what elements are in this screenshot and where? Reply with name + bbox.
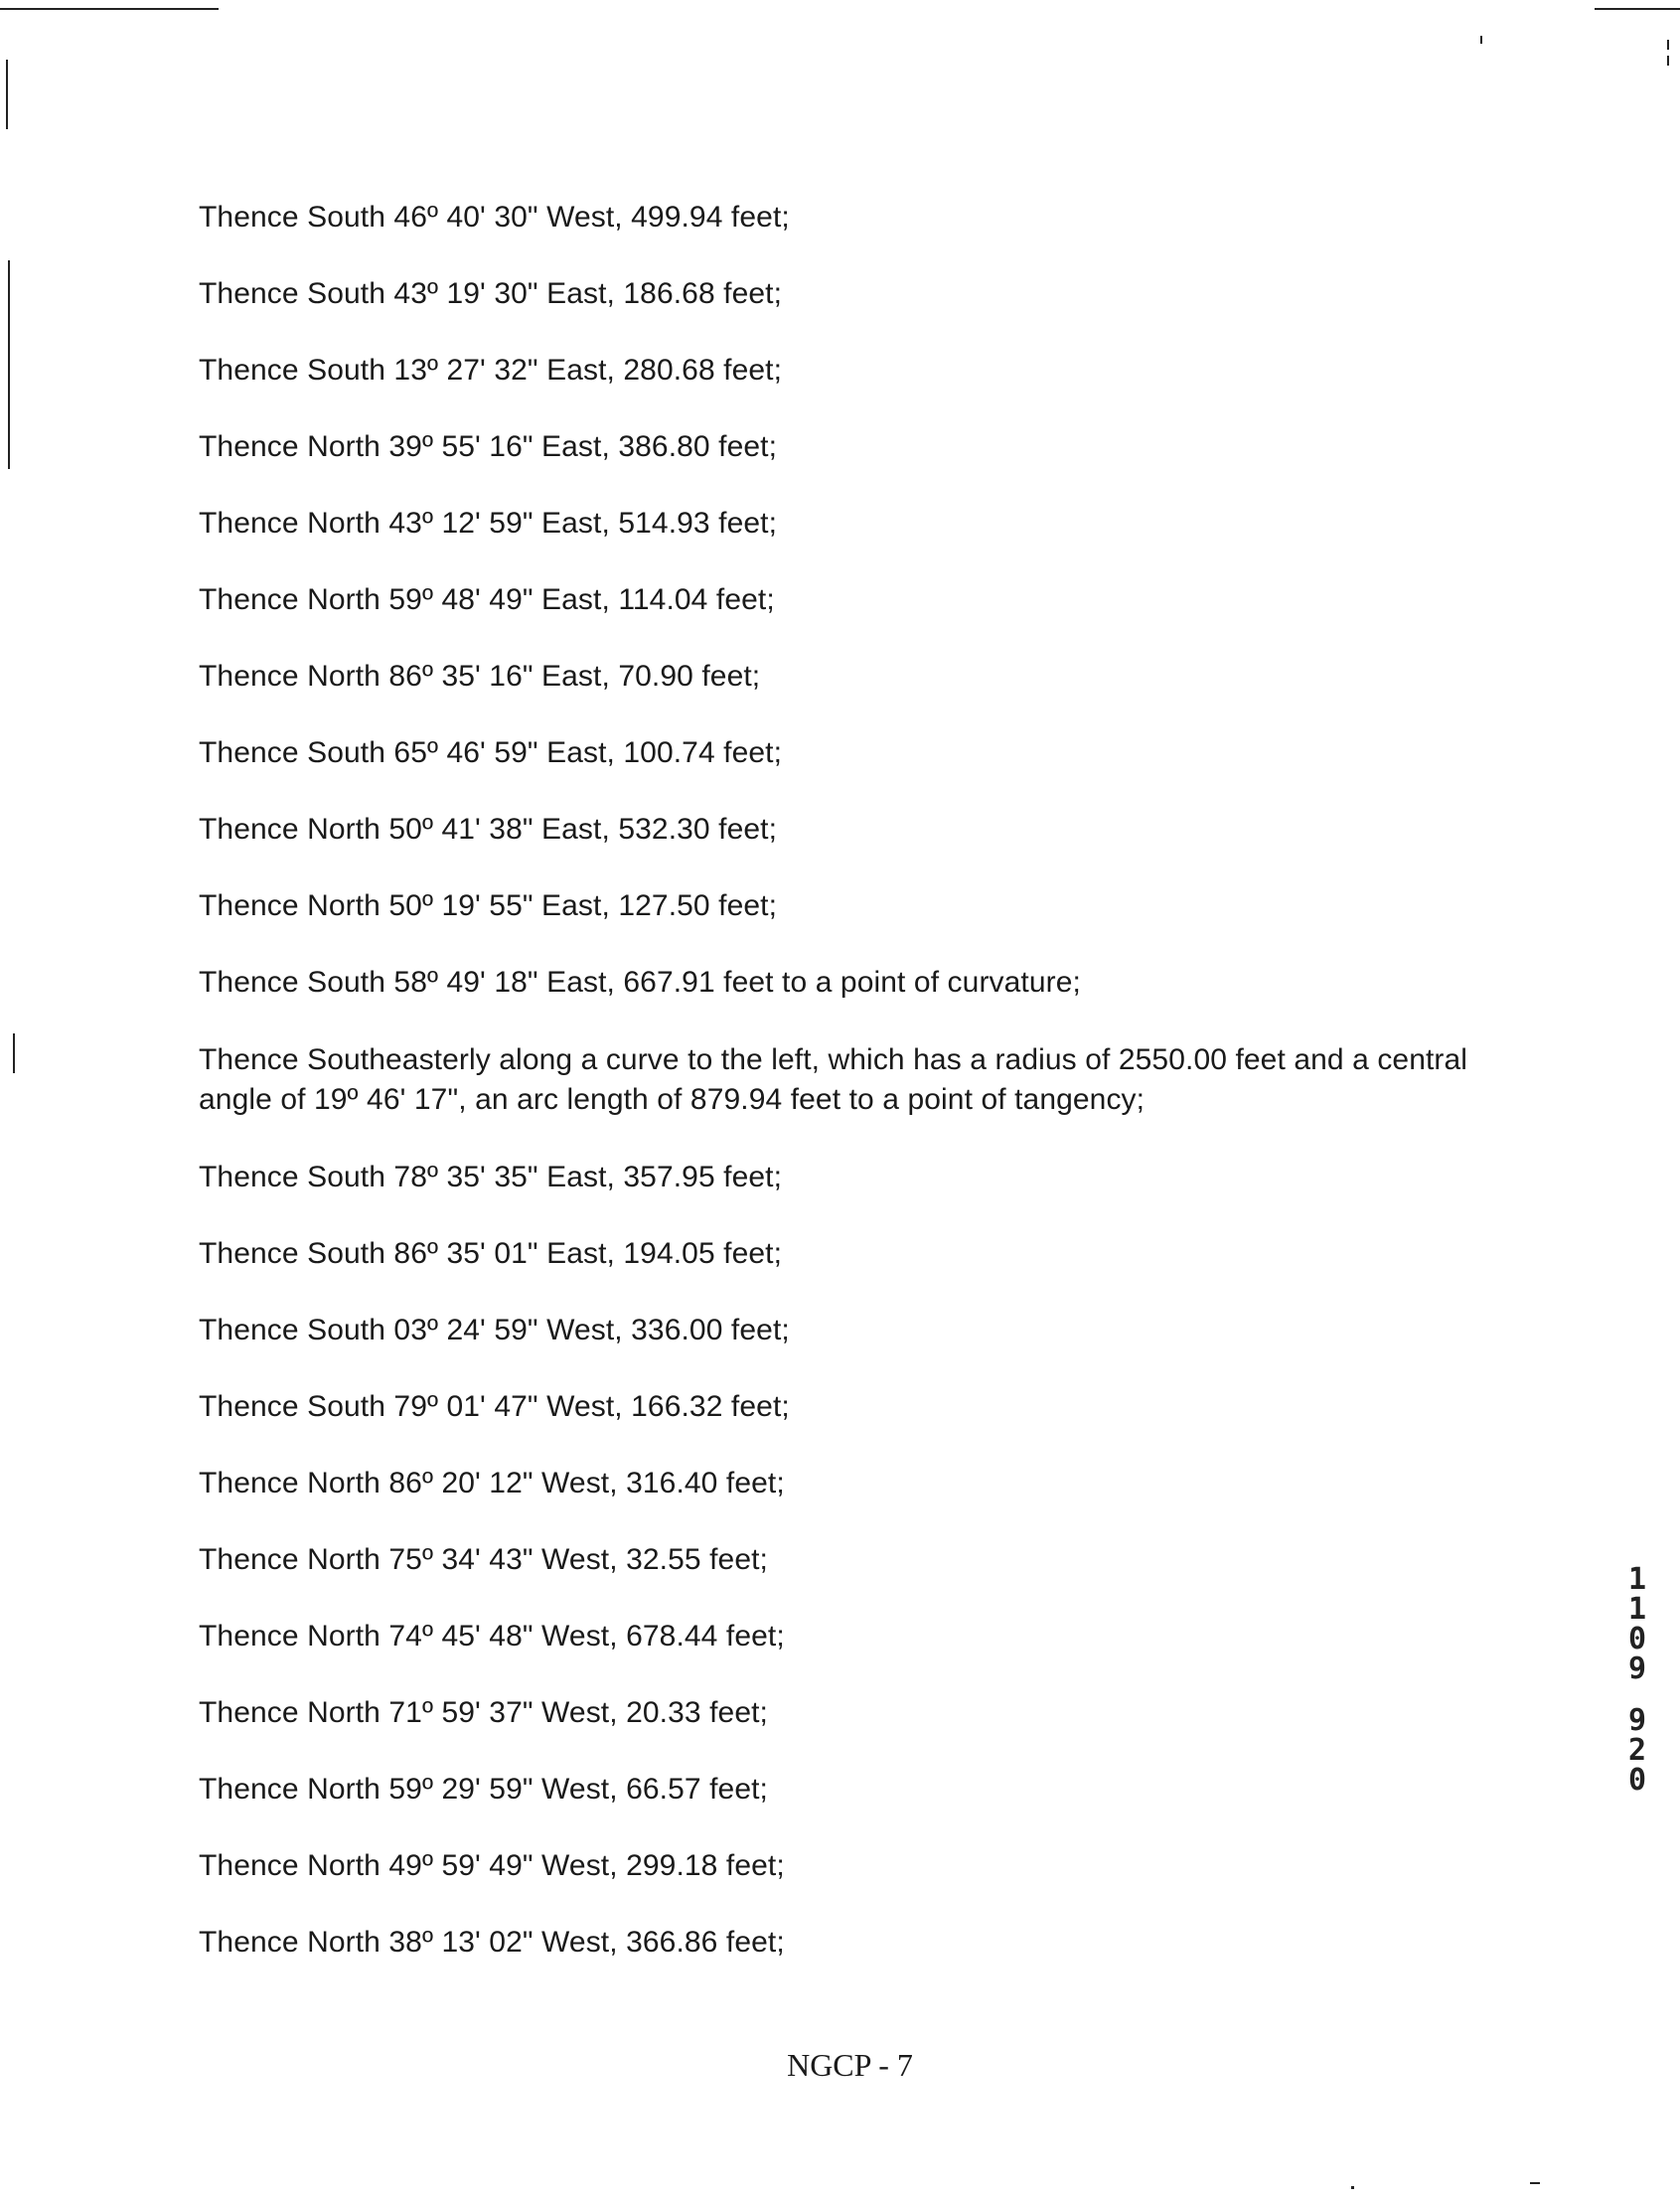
scan-mark-right	[1667, 40, 1669, 50]
survey-call: Thence North 38º 13' 02" West, 366.86 feet;	[199, 1926, 785, 1959]
stamp-digit: 1	[1627, 1592, 1647, 1627]
scan-rule-top-right	[1595, 8, 1680, 10]
survey-call: Thence South 46º 40' 30" West, 499.94 feet;	[199, 201, 790, 234]
survey-call: Thence South 13º 27' 32" East, 280.68 feet;	[199, 354, 783, 387]
survey-call: Thence North 71º 59' 37" West, 20.33 feet;	[199, 1696, 768, 1729]
stamp-digit: 9	[1627, 1652, 1647, 1686]
legal-description-calls	[199, 199, 1510, 2000]
scan-mark-bottom	[1351, 2186, 1354, 2189]
survey-call-curve: Thence Southeasterly along a curve to the left, which has a radius of 2550.00 feet and a central angle of 19º 46' 17", an arc length of 879.94 feet to a point of tangency;	[199, 1043, 1468, 1116]
survey-call: Thence South 58º 49' 18" East, 667.91 feet to a point of curvature;	[199, 966, 1081, 999]
survey-call: Thence South 03º 24' 59" West, 336.00 feet;	[199, 1314, 790, 1346]
survey-call: Thence North 50º 19' 55" East, 127.50 feet;	[199, 889, 778, 922]
survey-call: Thence North 86º 20' 12" West, 316.40 feet;	[199, 1467, 785, 1499]
scan-mark-right	[1480, 36, 1482, 44]
stamp-digit: 9	[1627, 1703, 1647, 1738]
scan-rule-top-left	[0, 8, 219, 10]
scan-mark-left	[8, 260, 10, 469]
stamp-digit: 2	[1627, 1733, 1647, 1768]
survey-call: Thence South 65º 46' 59" East, 100.74 feet;	[199, 736, 783, 769]
survey-call: Thence North 86º 35' 16" East, 70.90 feet;	[199, 660, 761, 693]
scan-mark-left	[6, 60, 8, 129]
recording-stamp-number	[1619, 1562, 1655, 1798]
survey-call: Thence South 79º 01' 47" West, 166.32 feet;	[199, 1390, 790, 1423]
survey-call: Thence North 50º 41' 38" East, 532.30 feet;	[199, 813, 778, 846]
survey-call: Thence North 75º 34' 43" West, 32.55 feet;	[199, 1543, 768, 1576]
survey-call: Thence North 39º 55' 16" East, 386.80 feet;	[199, 430, 778, 463]
survey-call: Thence South 78º 35' 35" East, 357.95 feet;	[199, 1161, 783, 1193]
survey-call: Thence North 74º 45' 48" West, 678.44 feet;	[199, 1620, 785, 1653]
scan-mark-left	[13, 1033, 15, 1073]
scan-mark-right	[1667, 56, 1669, 66]
stamp-digit: 0	[1627, 1622, 1647, 1656]
stamp-digit: 0	[1627, 1763, 1647, 1798]
page-footer: NGCP - 7	[787, 2047, 913, 2083]
survey-call: Thence North 43º 12' 59" East, 514.93 feet;	[199, 507, 778, 540]
scan-mark-bottom	[1530, 2182, 1540, 2184]
survey-call: Thence North 49º 59' 49" West, 299.18 feet;	[199, 1849, 785, 1882]
survey-call: Thence North 59º 48' 49" East, 114.04 feet;	[199, 583, 775, 616]
survey-call: Thence North 59º 29' 59" West, 66.57 feet;	[199, 1773, 768, 1806]
survey-call: Thence South 43º 19' 30" East, 186.68 feet;	[199, 277, 783, 310]
stamp-digit: 1	[1627, 1562, 1647, 1597]
survey-call: Thence South 86º 35' 01" East, 194.05 feet;	[199, 1237, 783, 1270]
